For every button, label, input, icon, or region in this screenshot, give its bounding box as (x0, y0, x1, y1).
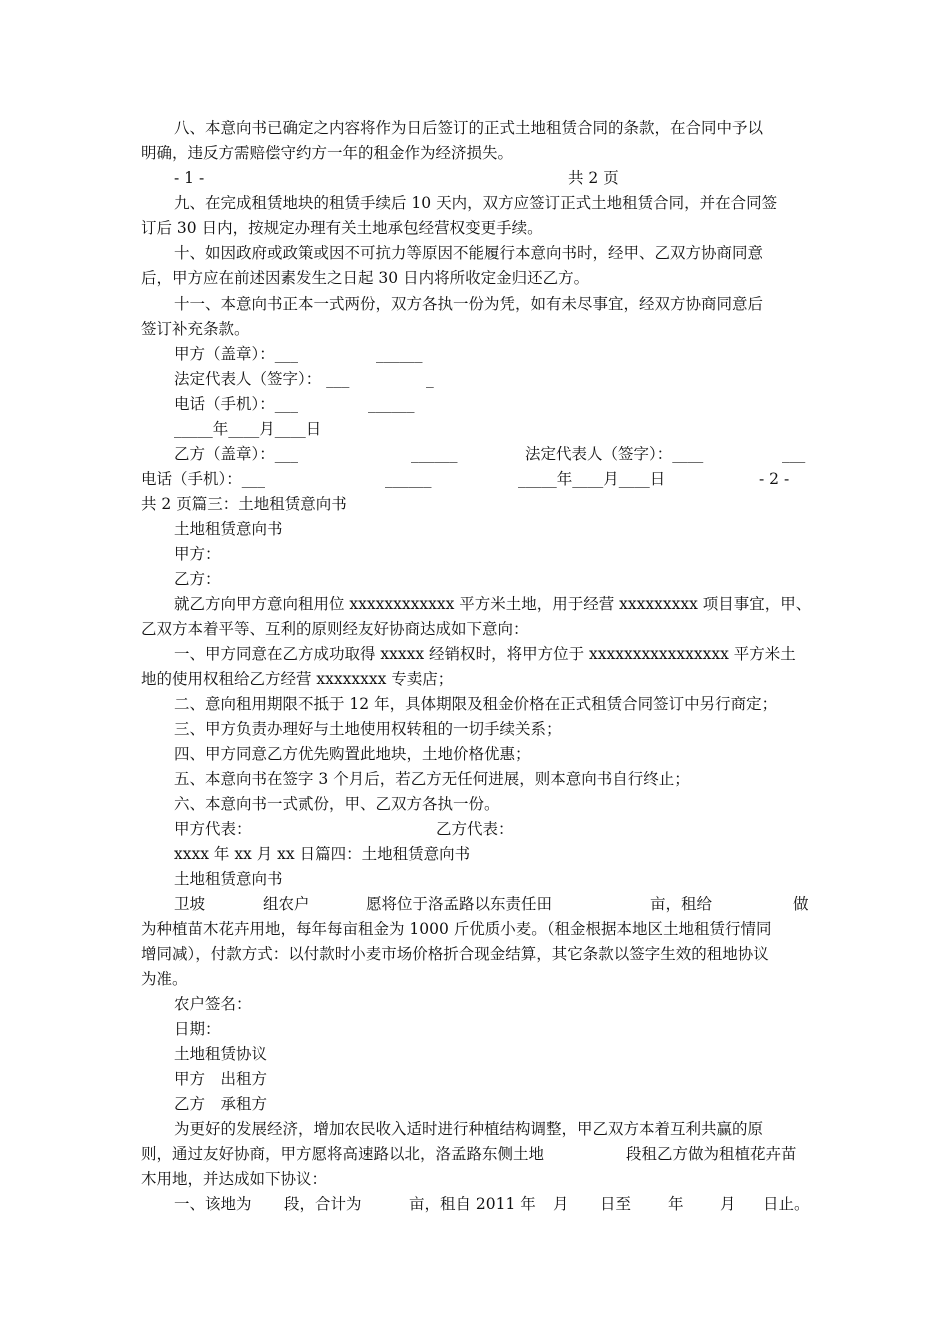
phone: 电话（手机）：___ (141, 470, 266, 488)
text-line: 就乙方向甲方意向租用位 xxxxxxxxxxxx 平方米土地，用于经营 xxxxxxxxx 项目事宜，甲、 (174, 595, 812, 613)
page-number: - 1 - (174, 169, 205, 187)
party-a-seal: 甲方（盖章）：___ (174, 345, 299, 363)
party-b-rep: 乙方代表： (436, 820, 514, 838)
text-fragment: 亩，租自 2011 年 (409, 1195, 536, 1213)
text-fragment: 则，通过友好协商，甲方愿将高速路以北，洛孟路东侧土地 (141, 1145, 545, 1163)
text-line: 地的使用权租给乙方经营 xxxxxxxx 专卖店； (141, 670, 454, 688)
blank: ______ (376, 345, 423, 363)
doc-title: 土地租赁意向书 (174, 870, 283, 888)
text-fragment: 月 (553, 1195, 569, 1213)
text-fragment: 卫坡 (174, 895, 206, 913)
text-line: 四、甲方同意乙方优先购置此地块，土地价格优惠； (174, 745, 531, 763)
text: 明确，违反方需赔偿守约方一年的租金作为经济损失。 (141, 144, 514, 162)
text-fragment: 日止。 (763, 1195, 810, 1213)
text-line: 后，甲方应在前述因素发生之日起 30 日内将所收定金归还乙方。 (141, 269, 590, 287)
blank: ______ (411, 445, 458, 463)
text-line: 为更好的发展经济，增加农民收入适时进行种植结构调整，甲乙双方本着互利共赢的原 (174, 1120, 764, 1138)
blank: ______ (385, 470, 432, 488)
text-line: 订后 30 日内，按规定办理有关土地承包经营权变更手续。 (141, 219, 543, 237)
text-line: 十一、本意向书正本一式两份，双方各执一份为凭，如有未尽事宜，经双方协商同意后 (174, 295, 764, 313)
text-line: 六、本意向书一式贰份，甲、乙双方各执一份。 (174, 795, 500, 813)
party-a-label: 甲方： (174, 545, 221, 563)
date-line: _____年____月____日 (518, 470, 666, 488)
text-line: 为准。 (141, 970, 188, 988)
text-line: 二、意向租用期限不抵于 12 年，具体期限及租金价格在正式租赁合同签订中另行商定； (174, 695, 778, 713)
text-line: 增同减），付款方式：以付款时小麦市场价格折合现金结算，其它条款以签字生效的租地协议 (141, 945, 769, 963)
text-line: 一、甲方同意在乙方成功取得 xxxxx 经销权时，将甲方位于 xxxxxxxxxxxxxxxx 平方米土 (174, 645, 796, 663)
section-heading: 共 2 页篇三：土地租赁意向书 (141, 495, 347, 513)
farmer-signature: 农户签名： (174, 995, 252, 1013)
text-line: 乙双方本着平等、互利的原则经友好协商达成如下意向： (141, 620, 529, 638)
page-total: 共 2 页 (568, 169, 619, 187)
text-fragment: 一、该地为 (174, 1195, 252, 1213)
party-a-rep: 甲方代表： (174, 820, 252, 838)
text-line: 三、甲方负责办理好与土地使用权转租的一切手续关系； (174, 720, 562, 738)
date-label: 日期： (174, 1020, 221, 1038)
blank: _ (426, 370, 434, 388)
text-line: 木用地，并达成如下协议： (141, 1170, 328, 1188)
text-fragment: 日至 (600, 1195, 632, 1213)
text-line: 十、如因政府或政策或因不可抗力等原因不能履行本意向书时，经甲、乙双方协商同意 (174, 244, 764, 262)
party-b-label: 乙方： (174, 570, 221, 588)
doc-title: 土地租赁意向书 (174, 520, 283, 538)
page-number: - 2 - (759, 470, 790, 488)
text-fragment: 愿将位于洛孟路以东责任田 (366, 895, 553, 913)
text-fragment: 月 (720, 1195, 736, 1213)
text-fragment: 做 (793, 895, 809, 913)
text-fragment: 段，合计为 (284, 1195, 362, 1213)
text-line (174, 118, 810, 138)
text-fragment: 亩，租给 (650, 895, 713, 913)
party-b-seal: 乙方（盖章）：___ (174, 445, 299, 463)
blank: ___ (782, 445, 806, 463)
text-line (141, 143, 513, 163)
text-line: 九、在完成租赁地块的租赁手续后 10 天内，双方应签订正式土地租赁合同，并在合同签 (174, 194, 778, 212)
doc-title: 土地租赁协议 (174, 1045, 268, 1063)
legal-rep-sign: 法定代表人（签字）：____ (525, 445, 704, 463)
blank: ______ (368, 395, 415, 413)
phone: 电话（手机）：___ (174, 395, 299, 413)
text-line: 为种植苗木花卉用地，每年每亩租金为 1000 斤优质小麦。（租金根据本地区土地租赁行情同 (141, 920, 772, 938)
section-heading: xxxx 年 xx 月 xx 日篇四：土地租赁意向书 (174, 845, 471, 863)
text-line: 五、本意向书在签字 3 个月后，若乙方无任何进展，则本意向书自行终止； (174, 770, 690, 788)
text: 八、本意向书已确定之内容将作为日后签订的正式土地租赁合同的条款，在合同中予以 (174, 119, 764, 137)
date-line: _____年____月____日 (174, 420, 322, 438)
party-a-label: 甲方 出租方 (174, 1070, 268, 1088)
text-fragment: 段租乙方做为租植花卉苗 (626, 1145, 797, 1163)
text-fragment: 年 (668, 1195, 684, 1213)
text-line: 签订补充条款。 (141, 320, 250, 338)
legal-rep-sign: 法定代表人（签字）： ___ (174, 370, 350, 388)
party-b-label: 乙方 承租方 (174, 1095, 268, 1113)
text-fragment: 组农户 (263, 895, 310, 913)
